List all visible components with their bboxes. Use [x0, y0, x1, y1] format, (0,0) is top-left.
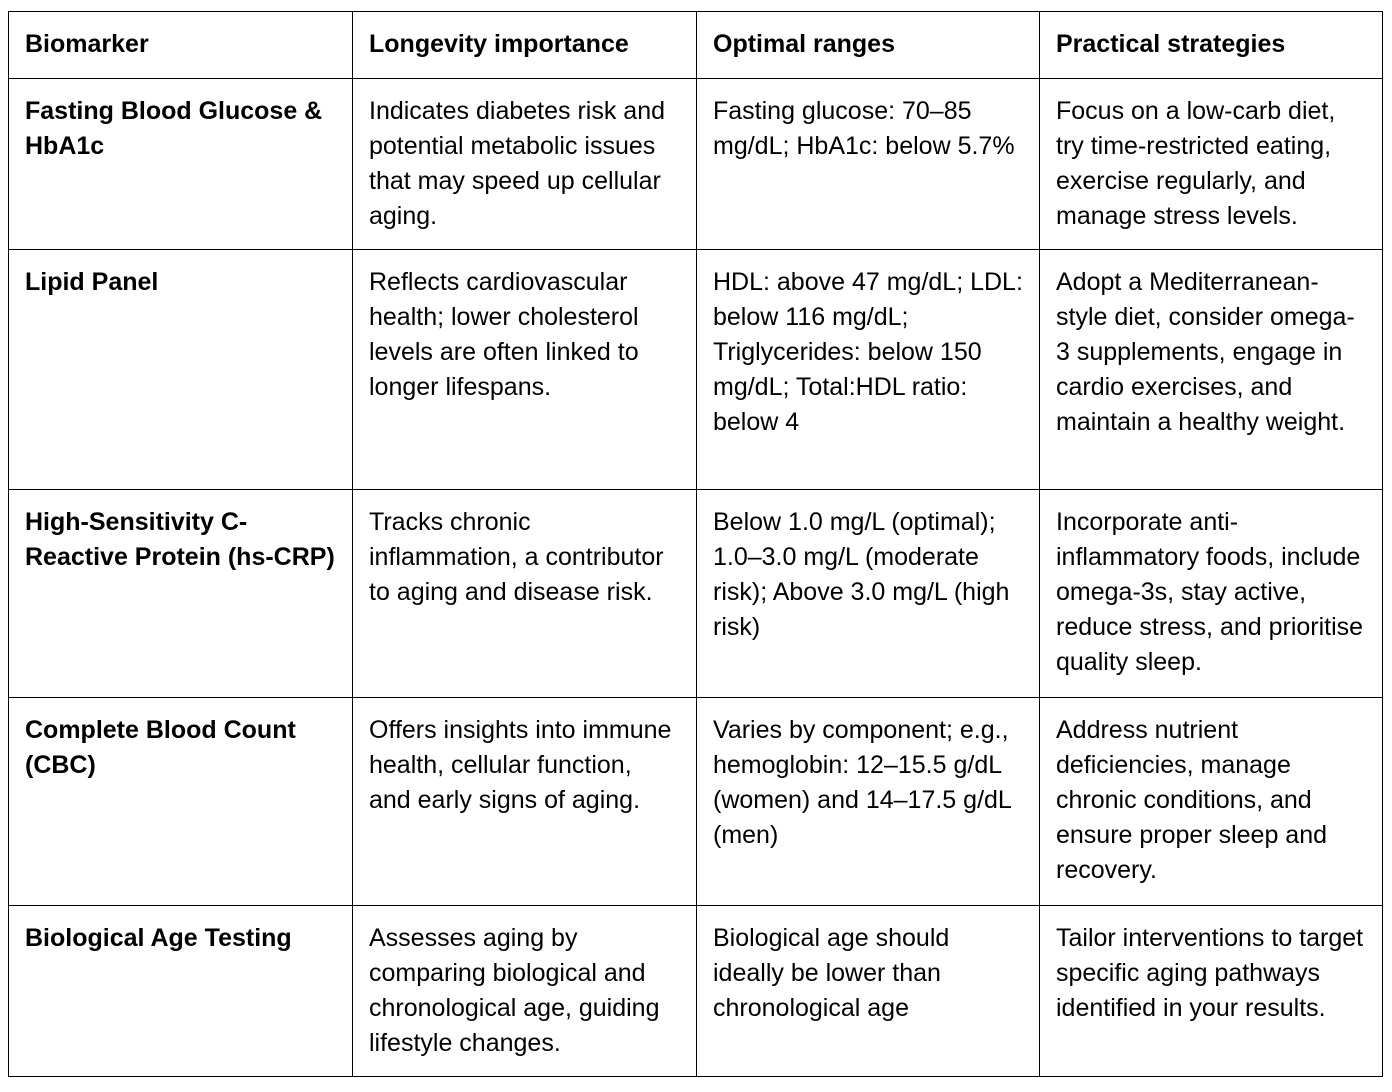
practical-strategies-cell: Tailor interventions to target specific aging pathways identified in your results. [1040, 906, 1383, 1077]
practical-strategies-cell: Address nutrient deficiencies, manage chronic conditions, and ensure proper sleep and recovery. [1040, 698, 1383, 906]
header-longevity-importance: Longevity importance [353, 12, 697, 79]
biomarker-cell: Fasting Blood Glucose & HbA1c [9, 79, 353, 250]
practical-strategies-cell: Focus on a low-carb diet, try time-restricted eating, exercise regularly, and manage stress levels. [1040, 79, 1383, 250]
header-practical-strategies: Practical strategies [1040, 12, 1383, 79]
table-row [9, 698, 1383, 906]
table-header-row [9, 12, 1383, 79]
table-row [9, 490, 1383, 698]
table-row [9, 250, 1383, 490]
table-row [9, 79, 1383, 250]
biomarker-cell: Lipid Panel [9, 250, 353, 490]
header-biomarker: Biomarker [9, 12, 353, 79]
biomarker-table [8, 11, 1383, 1077]
header-optimal-ranges: Optimal ranges [697, 12, 1040, 79]
optimal-ranges-cell: Below 1.0 mg/L (optimal); 1.0–3.0 mg/L (moderate risk); Above 3.0 mg/L (high risk) [697, 490, 1040, 698]
optimal-ranges-cell: Fasting glucose: 70–85 mg/dL; HbA1c: below 5.7% [697, 79, 1040, 250]
longevity-importance-cell: Offers insights into immune health, cellular function, and early signs of aging. [353, 698, 697, 906]
practical-strategies-cell: Adopt a Mediterranean-style diet, consider omega-3 supplements, engage in cardio exercises, and maintain a healthy weight. [1040, 250, 1383, 490]
practical-strategies-cell: Incorporate anti-inflammatory foods, include omega-3s, stay active, reduce stress, and prioritise quality sleep. [1040, 490, 1383, 698]
biomarker-cell: High-Sensitivity C-Reactive Protein (hs-CRP) [9, 490, 353, 698]
longevity-importance-cell: Reflects cardiovascular health; lower cholesterol levels are often linked to longer lifespans. [353, 250, 697, 490]
biomarker-cell: Complete Blood Count (CBC) [9, 698, 353, 906]
optimal-ranges-cell: HDL: above 47 mg/dL; LDL: below 116 mg/dL; Triglycerides: below 150 mg/dL; Total:HDL ratio: below 4 [697, 250, 1040, 490]
longevity-importance-cell: Tracks chronic inflammation, a contributor to aging and disease risk. [353, 490, 697, 698]
optimal-ranges-cell: Biological age should ideally be lower than chronological age [697, 906, 1040, 1077]
optimal-ranges-cell: Varies by component; e.g., hemoglobin: 12–15.5 g/dL (women) and 14–17.5 g/dL (men) [697, 698, 1040, 906]
table-row [9, 906, 1383, 1077]
longevity-importance-cell: Indicates diabetes risk and potential metabolic issues that may speed up cellular aging. [353, 79, 697, 250]
longevity-importance-cell: Assesses aging by comparing biological and chronological age, guiding lifestyle changes. [353, 906, 697, 1077]
biomarker-cell: Biological Age Testing [9, 906, 353, 1077]
